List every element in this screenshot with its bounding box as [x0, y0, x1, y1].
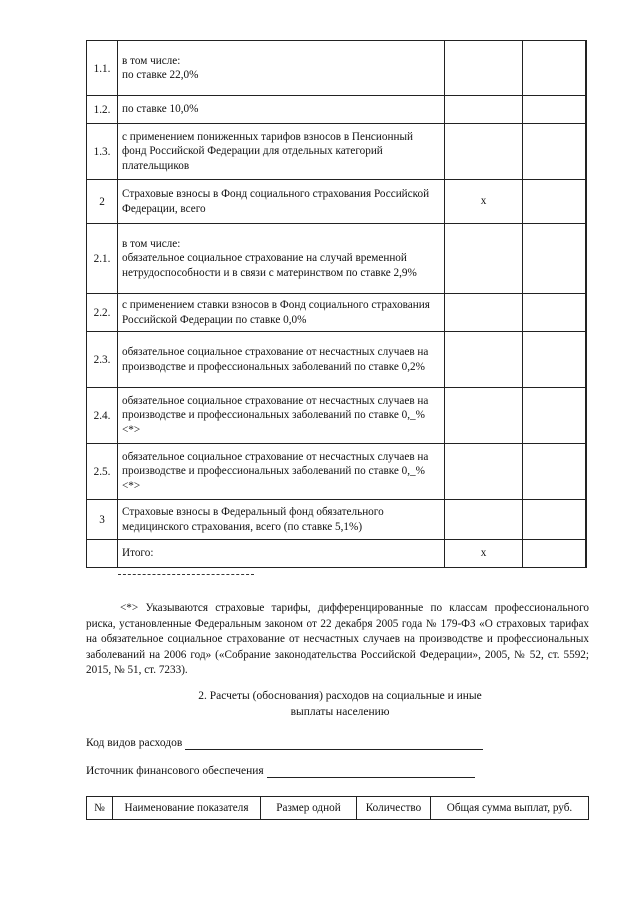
row-number: 2	[87, 180, 118, 224]
funding-source-input-line[interactable]	[267, 765, 475, 778]
insurance-contributions-table	[86, 40, 587, 568]
row-value-3	[586, 388, 587, 444]
expense-code-label: Код видов расходов	[86, 737, 183, 749]
row-name: обязательное социальное страхование от несчастных случаев на производстве и профессиональных заболеваний по ставке 0,_% <*>	[118, 444, 445, 500]
row-value-1: x	[445, 180, 523, 224]
row-value-2	[523, 444, 586, 500]
row-value-3	[586, 332, 587, 388]
row-value-2	[523, 41, 586, 96]
table-row	[87, 180, 587, 224]
row-value-1	[445, 96, 523, 124]
row-value-1	[445, 332, 523, 388]
row-value-2	[523, 96, 586, 124]
payments-table	[86, 796, 589, 820]
row-value-1	[445, 500, 523, 540]
row-value-2	[523, 388, 586, 444]
funding-source-label: Источник финансового обеспечения	[86, 765, 264, 777]
row-name: с применением ставки взносов в Фонд социального страхования Российской Федерации по ставке 0,0%	[118, 294, 445, 332]
table-row	[87, 96, 587, 124]
row-value-2	[523, 180, 586, 224]
row-value-2	[523, 540, 586, 568]
funding-source-field	[86, 764, 475, 778]
row-name: обязательное социальное страхование от несчастных случаев на производстве и профессиональных заболеваний по ставке 0,_% <*>	[118, 388, 445, 444]
table-row-total	[87, 540, 587, 568]
header-unit-size: Размер одной	[261, 797, 357, 820]
row-number: 1.3.	[87, 124, 118, 180]
row-value-1	[445, 294, 523, 332]
footnote-text: <*> Указываются страховые тарифы, дифференцированные по классам профессионального риска, установленные Федеральным законом от 22 декабря 2005 года № 179-ФЗ «О страховых тарифах на обязательное социальное страхование от несчастных случаев на производстве и профессиональных заболеваний на 2006 год» («Собрание законодательства Российской Федерации», 2005, № 52, ст. 5592; 2015, № 51, ст. 7233).	[86, 602, 589, 676]
row-name: обязательное социальное страхование от несчастных случаев на производстве и профессиональных заболеваний по ставке 0,2%	[118, 332, 445, 388]
row-value-3	[586, 180, 587, 224]
row-value-3	[586, 41, 587, 96]
row-number: 2.3.	[87, 332, 118, 388]
table-row	[87, 388, 587, 444]
table-row	[87, 332, 587, 388]
row-value-3	[586, 540, 587, 568]
footnote	[86, 601, 589, 679]
row-value-2	[523, 500, 586, 540]
row-number: 2.2.	[87, 294, 118, 332]
row-number: 2.1.	[87, 224, 118, 294]
row-name: с применением пониженных тарифов взносов в Пенсионный фонд Российской Федерации для отдельных категорий плательщиков	[118, 124, 445, 180]
table-row	[87, 224, 587, 294]
expense-code-field	[86, 736, 483, 750]
table-row	[87, 124, 587, 180]
row-number	[87, 540, 118, 568]
header-total-sum: Общая сумма выплат, руб.	[431, 797, 589, 820]
row-value-3	[586, 124, 587, 180]
row-value-1	[445, 41, 523, 96]
row-value-1	[445, 388, 523, 444]
row-value-1: x	[445, 540, 523, 568]
row-value-3	[586, 224, 587, 294]
row-value-3	[586, 500, 587, 540]
row-name: по ставке 10,0%	[118, 96, 445, 124]
row-value-2	[523, 332, 586, 388]
section-heading: 2. Расчеты (обоснования) расходов на социальные и иные выплаты населению	[198, 690, 482, 718]
row-number: 2.5.	[87, 444, 118, 500]
row-number: 1.1.	[87, 41, 118, 96]
row-number: 2.4.	[87, 388, 118, 444]
row-value-1	[445, 444, 523, 500]
table-row	[87, 500, 587, 540]
header-quantity: Количество	[357, 797, 431, 820]
row-value-1	[445, 124, 523, 180]
table-row	[87, 41, 587, 96]
row-value-3	[586, 96, 587, 124]
row-value-2	[523, 224, 586, 294]
row-number: 1.2.	[87, 96, 118, 124]
row-name: в том числе: по ставке 22,0%	[118, 41, 445, 96]
row-value-1	[445, 224, 523, 294]
header-indicator-name: Наименование показателя	[113, 797, 261, 820]
footnote-separator	[118, 574, 254, 575]
table-header-row	[87, 797, 589, 820]
row-name: Итого:	[118, 540, 445, 568]
row-value-2	[523, 124, 586, 180]
row-value-2	[523, 294, 586, 332]
table-row	[87, 444, 587, 500]
row-number: 3	[87, 500, 118, 540]
row-name: Страховые взносы в Федеральный фонд обязательного медицинского страхования, всего (по ставке 5,1%)	[118, 500, 445, 540]
row-name: Страховые взносы в Фонд социального страхования Российской Федерации, всего	[118, 180, 445, 224]
row-value-3	[586, 294, 587, 332]
row-value-3	[586, 444, 587, 500]
header-number: №	[87, 797, 113, 820]
row-name: в том числе: обязательное социальное страхование на случай временной нетрудоспособности и в связи с материнством по ставке 2,9%	[118, 224, 445, 294]
expense-code-input-line[interactable]	[185, 737, 483, 750]
table-row	[87, 294, 587, 332]
